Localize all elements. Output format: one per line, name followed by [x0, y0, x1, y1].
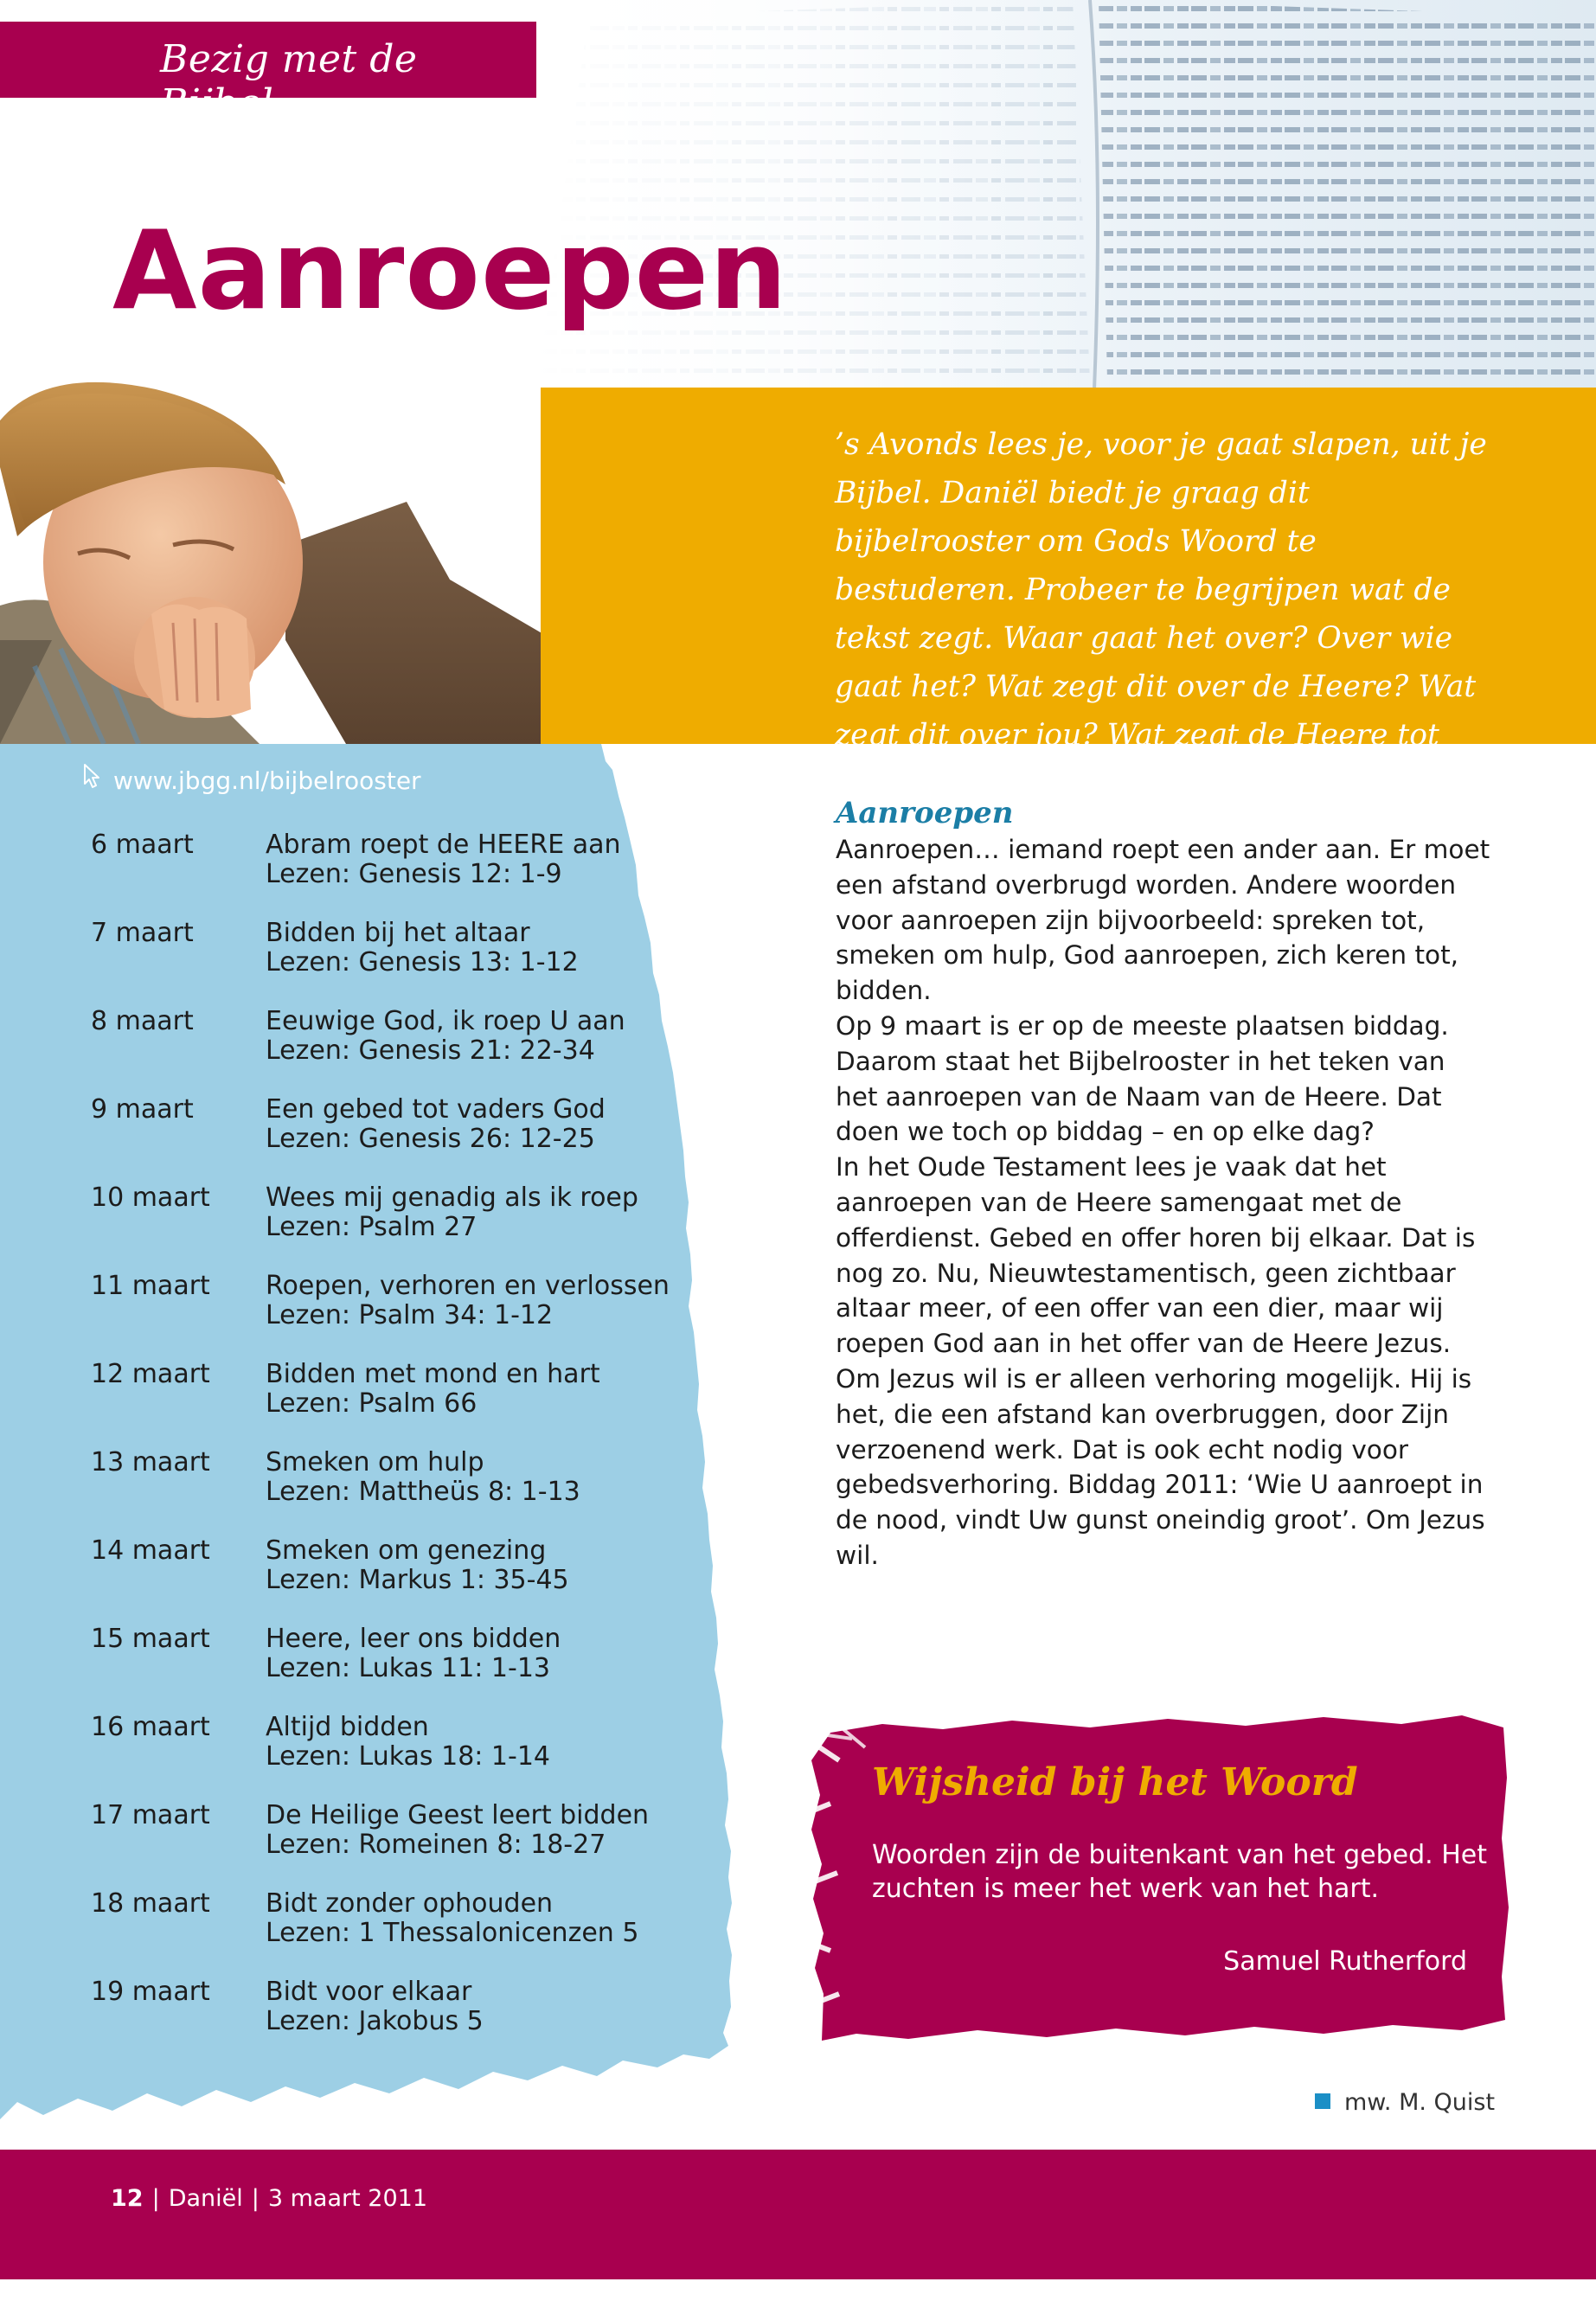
article-paragraph: Op 9 maart is er op de meeste plaatsen biddag. Daarom staat het Bijbelrooster in het teken van het aanroepen van de Naam van de Heere. Dat doen we toch op biddag – en op elke dag?: [836, 1010, 1449, 1147]
schedule-title: Bidt voor elkaar: [266, 1977, 472, 2007]
article-paragraph: Aanroepen… iemand roept een ander aan. Er moet een afstand overbrugd worden. Andere woorden voor aanroepen zijn bijvoorbeeld: spreken tot, smeken om hulp, God aanroepen, zich keren tot, bidden.: [836, 835, 1490, 1006]
schedule-row: [91, 1625, 679, 1711]
schedule-title: Smeken om hulp: [266, 1447, 484, 1477]
page-title: Aanroepen: [112, 207, 788, 334]
schedule-title: Eeuwige God, ik roep U aan: [266, 1006, 625, 1036]
schedule-date: 8 maart: [91, 1006, 194, 1036]
schedule-reading: Lezen: Genesis 12: 1-9: [266, 859, 562, 889]
schedule-url-text[interactable]: www.jbgg.nl/bijbelrooster: [113, 766, 421, 795]
section-label: Bezig met de Bijbel: [160, 37, 418, 125]
schedule-title: Altijd bidden: [266, 1712, 429, 1742]
schedule-row: [91, 1536, 679, 1623]
schedule-date: 12 maart: [91, 1359, 210, 1389]
author-name: mw. M. Quist: [1344, 2089, 1496, 2116]
schedule-row: [91, 919, 679, 1005]
schedule-reading: Lezen: Psalm 27: [266, 1212, 478, 1242]
schedule-date: 9 maart: [91, 1094, 194, 1125]
schedule-reading: Lezen: Lukas 18: 1-14: [266, 1741, 551, 1772]
schedule-reading: Lezen: Lukas 11: 1-13: [266, 1653, 551, 1683]
quote-author: Samuel Rutherford: [1223, 1946, 1467, 1977]
schedule-title: Bidt zonder ophouden: [266, 1888, 554, 1919]
page-number: 12: [111, 2185, 144, 2212]
schedule-row: [91, 830, 679, 917]
schedule-title: Een gebed tot vaders God: [266, 1094, 606, 1125]
issue-date: 3 maart 2011: [267, 2185, 427, 2212]
schedule-title: Heere, leer ons bidden: [266, 1624, 561, 1654]
praying-child-photo: [0, 381, 606, 744]
schedule-row: [91, 1095, 679, 1182]
mouse-pointer-icon: [82, 763, 101, 795]
schedule-date: 7 maart: [91, 918, 194, 948]
schedule-row: [91, 1713, 679, 1799]
footer-separator: |: [151, 2185, 160, 2212]
schedule-date: 17 maart: [91, 1800, 210, 1830]
schedule-date: 13 maart: [91, 1447, 210, 1477]
footer-text: [111, 2185, 427, 2212]
schedule-title: De Heilige Geest leert bidden: [266, 1800, 650, 1830]
schedule-row: [91, 1183, 679, 1270]
schedule-date: 14 maart: [91, 1535, 210, 1566]
schedule-date: 18 maart: [91, 1888, 210, 1919]
schedule-row: [91, 1448, 679, 1535]
schedule-title: Roepen, verhoren en verlossen: [266, 1271, 670, 1301]
schedule-reading: Lezen: 1 Thessalonicenzen 5: [266, 1918, 639, 1948]
article-heading: Aanroepen: [836, 796, 1014, 830]
schedule-row: [91, 1889, 679, 1976]
schedule-reading: Lezen: Psalm 34: 1-12: [266, 1300, 554, 1330]
schedule-title: Bidden met mond en hart: [266, 1359, 600, 1389]
schedule-date: 15 maart: [91, 1624, 210, 1654]
schedule-reading: Lezen: Markus 1: 35-45: [266, 1565, 569, 1595]
magazine-name: Daniël: [168, 2185, 243, 2212]
schedule-reading: Lezen: Genesis 26: 12-25: [266, 1124, 595, 1154]
section-tab: [0, 22, 536, 125]
article-body: [836, 832, 1493, 1574]
schedule-reading: Lezen: Romeinen 8: 18-27: [266, 1830, 606, 1860]
schedule-row: [91, 1801, 679, 1888]
schedule-date: 16 maart: [91, 1712, 210, 1742]
schedule-title: Bidden bij het altaar: [266, 918, 530, 948]
footer-bar: [0, 2150, 1596, 2279]
schedule-row: [91, 1977, 679, 2064]
schedule-row: [91, 1360, 679, 1446]
schedule-reading: Lezen: Genesis 13: 1-12: [266, 947, 579, 977]
schedule-reading: Lezen: Psalm 66: [266, 1388, 478, 1419]
schedule-reading: Lezen: Jakobus 5: [266, 2006, 484, 2036]
schedule-date: 19 maart: [91, 1977, 210, 2007]
quote-text: Woorden zijn de buitenkant van het gebed. Het zuchten is meer het werk van het hart.: [872, 1840, 1487, 1904]
schedule-url[interactable]: [82, 763, 421, 795]
intro-text: ’s Avonds lees je, voor je gaat slapen, uit je Bijbel. Daniël biedt je graag dit bijbelrooster om Gods Woord te bestuderen. Probeer te begrijpen wat de tekst zegt. Waar gaat het over? Over wie gaat het? Wat zegt dit over de Heere? Wat zegt dit over jou? Wat zegt de Heere tot jou?: [835, 427, 1487, 801]
schedule-title: Abram roept de HEERE aan: [266, 830, 621, 860]
schedule-title: Smeken om genezing: [266, 1535, 547, 1566]
square-bullet-icon: [1315, 2093, 1330, 2109]
schedule-reading: Lezen: Genesis 21: 22-34: [266, 1035, 595, 1066]
schedule-reading: Lezen: Mattheüs 8: 1-13: [266, 1477, 580, 1507]
schedule-date: 10 maart: [91, 1183, 210, 1213]
article-paragraph: In het Oude Testament lees je vaak dat het aanroepen van de Heere samengaat met de offerdienst. Gebed en offer horen bij elkaar. Dat is nog zo. Nu, Nieuwtestamentisch, geen zichtbaar altaar meer, of een offer van een dier, maar wij roepen God aan in het offer van de Heere Jezus. Om Jezus wil is er alleen verhoring mogelijk. Hij is het, die een afstand kan overbruggen, door Zijn verzoenend werk. Dat is ook echt nodig voor gebedsverhoring. Biddag 2011: ‘Wie U aanroept in de nood, vindt Uw gunst oneindig groot’. Om Jezus wil.: [836, 1152, 1485, 1570]
schedule-date: 6 maart: [91, 830, 194, 860]
schedule-row: [91, 1007, 679, 1093]
footer-separator: |: [251, 2185, 260, 2212]
schedule-title: Wees mij genadig als ik roep: [266, 1183, 638, 1213]
quote-heading: Wijsheid bij het Woord: [872, 1760, 1358, 1804]
schedule-date: 11 maart: [91, 1271, 210, 1301]
author-credit: [1315, 2089, 1495, 2116]
schedule-row: [91, 1272, 679, 1358]
